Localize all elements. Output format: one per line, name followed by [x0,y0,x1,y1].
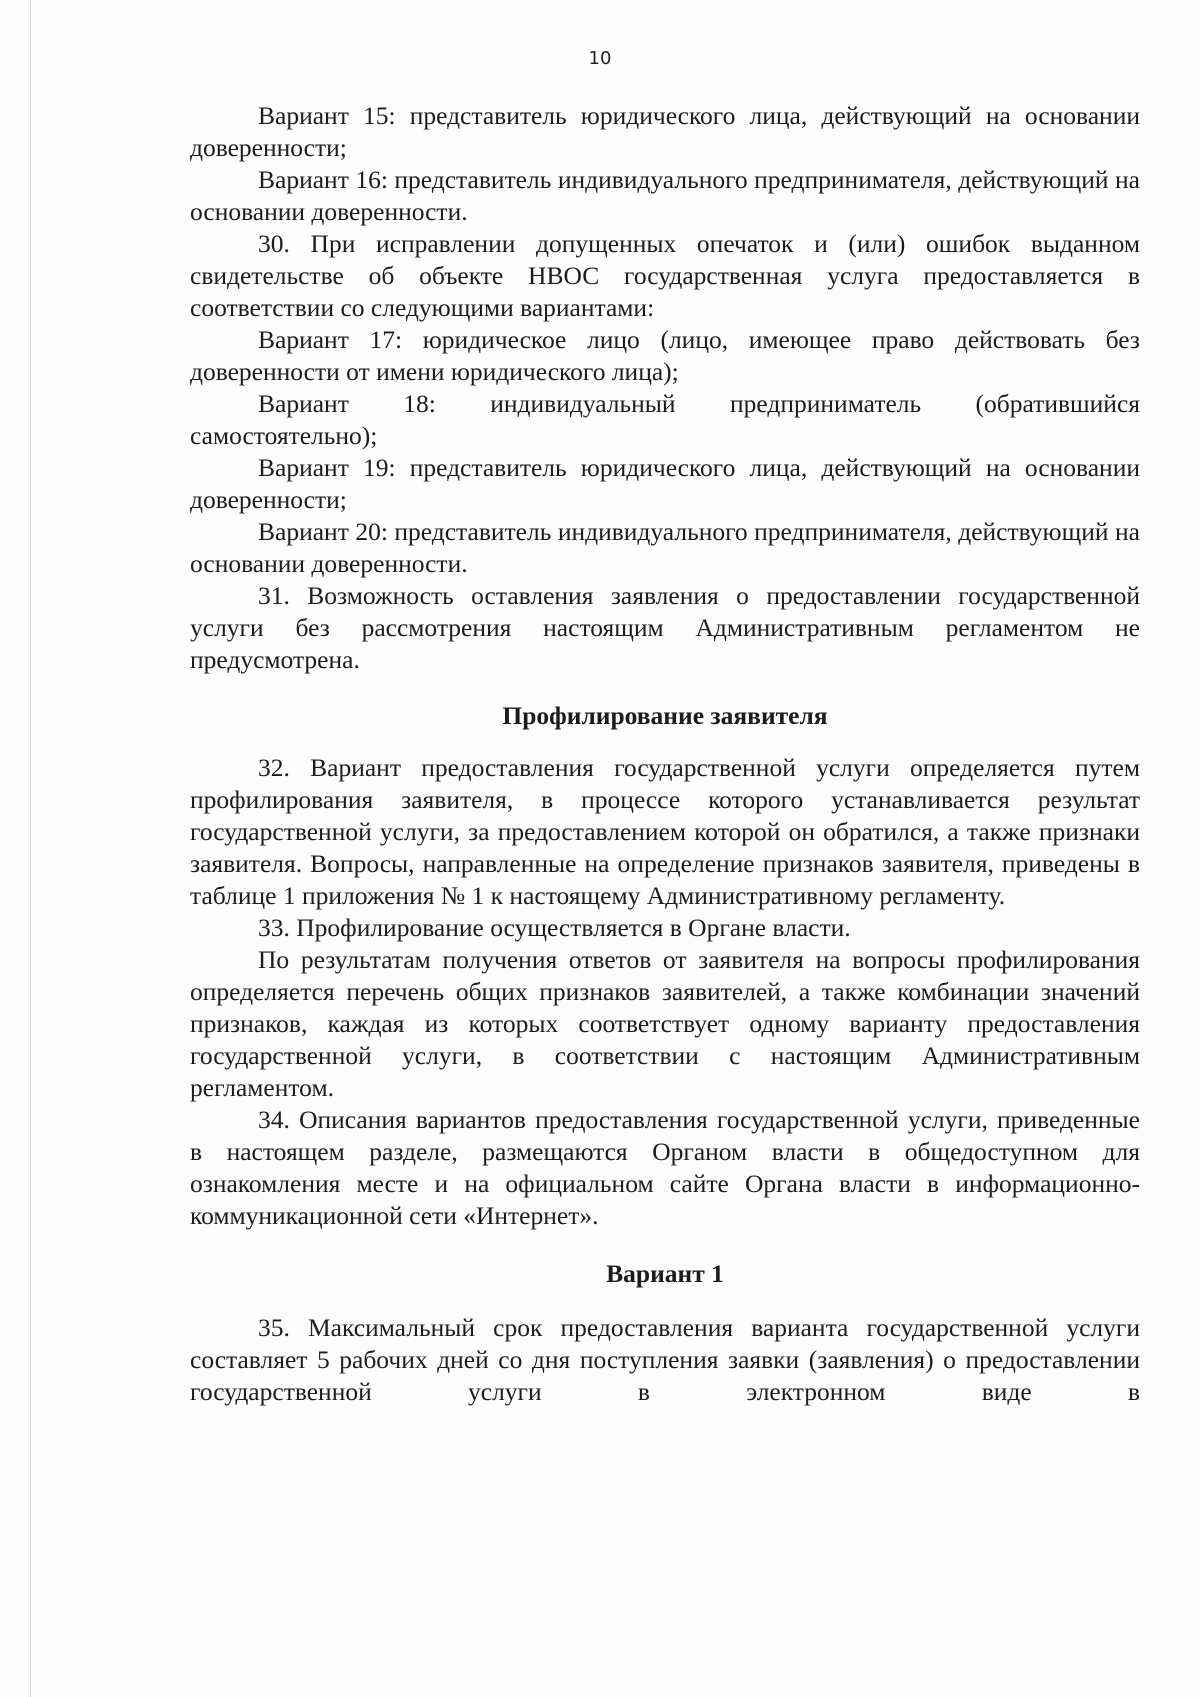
page-number: 10 [588,48,612,69]
paragraph-31: 31. Возможность оставления заявления о предоставлении государственной услуги без рассмотрения настоящим Административным регламентом не предусмотрена. [190,581,1140,674]
paragraph-variant-20: Вариант 20: представитель индивидуального предпринимателя, действующий на основании доверенности. [190,517,1140,578]
section-heading-profiling: Профилирование заявителя [502,701,828,730]
paragraph-variant-18: Вариант 18: индивидуальный предприниматель (обратившийся самостоятельно); [190,389,1140,450]
paragraph-variant-17: Вариант 17: юридическое лицо (лицо, имеющее право действовать без доверенности от имени юридического лица); [190,325,1140,386]
paragraph-32: 32. Вариант предоставления государственной услуги определяется путем профилирования заявителя, в процессе которого устанавливается результат государственной услуги, за предоставлением которой он обратился, а также признаки заявителя. Вопросы, направленные на определение признаков заявителя, приведены в таблице 1 приложения № 1 к настоящему Административному регламенту. [190,753,1140,910]
paragraph-variant-15: Вариант 15: представитель юридического лица, действующий на основании доверенности; [190,101,1140,162]
paragraph-30: 30. При исправлении допущенных опечаток и (или) ошибок выданном свидетельстве об объекте НВОС государственная услуга предоставляется в соответствии со следующими вариантами: [190,229,1140,322]
section-heading-variant-1: Вариант 1 [606,1259,724,1288]
paragraph-35: 35. Максимальный срок предоставления варианта государственной услуги составляет 5 рабочих дней со дня поступления заявки (заявления) о предоставлении государственной услуги в электронном виде в [190,1313,1140,1406]
document-body [190,100,1140,1408]
paragraph-variant-16: Вариант 16: представитель индивидуального предпринимателя, действующий на основании доверенности. [190,165,1140,226]
scan-edge-line [30,0,31,1697]
paragraph-profiling-results: По результатам получения ответов от заявителя на вопросы профилирования определяется перечень общих признаков заявителей, а также комбинации значений признаков, каждая из которых соответствует одному варианту предоставления государственной услуги, в соответствии с настоящим Административным регламентом. [190,945,1140,1102]
paragraph-33: 33. Профилирование осуществляется в Органе власти. [258,913,851,942]
paragraph-variant-19: Вариант 19: представитель юридического лица, действующий на основании доверенности; [190,453,1140,514]
paragraph-34: 34. Описания вариантов предоставления государственной услуги, приведенные в настоящем разделе, размещаются Органом власти в общедоступном для ознакомления месте и на официальном сайте Органа власти в информационно-коммуникационной сети «Интернет». [190,1105,1140,1230]
